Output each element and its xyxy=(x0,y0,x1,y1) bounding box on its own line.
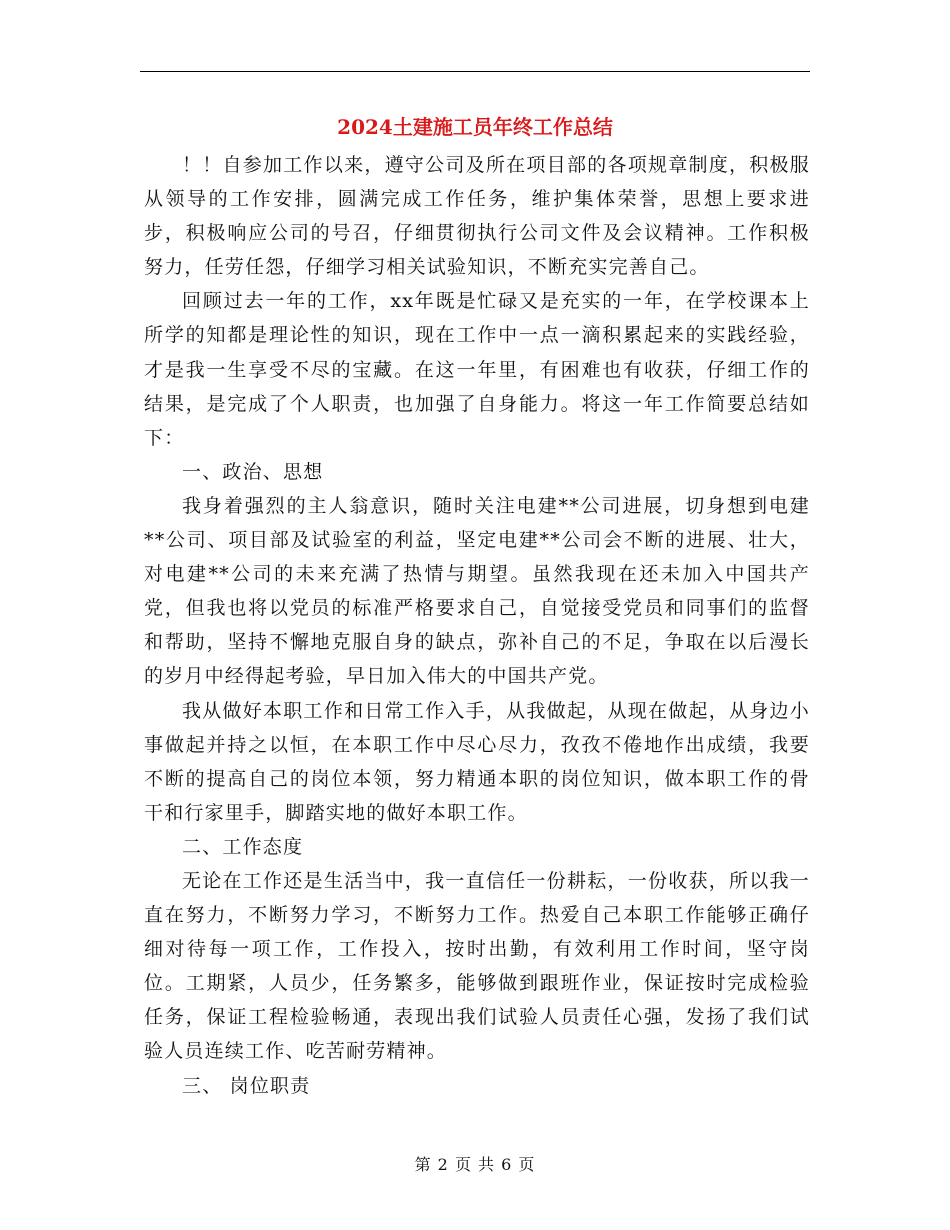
document-body xyxy=(144,148,810,1103)
body-paragraph: ！！自参加工作以来，遵守公司及所在项目部的各项规章制度，积极服从领导的工作安排，圆满完成工作任务，维护集体荣誉，思想上要求进步，积极响应公司的号召，仔细贯彻执行公司文件及会议精神。工作积极努力，任劳任怨，仔细学习相关试验知识，不断充实完善自己。 xyxy=(144,154,810,279)
section-heading: 一、政治、思想 xyxy=(182,460,324,483)
document-title: 2024土建施工员年终工作总结 xyxy=(337,115,613,139)
header-rule xyxy=(140,71,810,72)
section-heading: 二、工作态度 xyxy=(182,835,304,858)
section-heading: 三、 岗位职责 xyxy=(182,1074,311,1097)
body-paragraph: 回顾过去一年的工作，xx年既是忙碌又是充实的一年，在学校课本上所学的知都是理论性的知识，现在工作中一点一滴积累起来的实践经验，才是我一生享受不尽的宝藏。在这一年里，有困难也有收获，仔细工作的结果，是完成了个人职责，也加强了自身能力。将这一年工作简要总结如下： xyxy=(144,290,810,449)
body-paragraph: 无论在工作还是生活当中，我一直信任一份耕耘，一份收获，所以我一直在努力，不断努力学习，不断努力工作。热爱自己本职工作能够正确仔细对待每一项工作，工作投入，按时出勤，有效利用工作时间，坚守岗位。工期紧，人员少，任务繁多，能够做到跟班作业，保证按时完成检验任务，保证工程检验畅通，表现出我们试验人员责任心强，发扬了我们试验人员连续工作、吃苦耐劳精神。 xyxy=(144,869,810,1063)
body-paragraph: 我从做好本职工作和日常工作入手，从我做起，从现在做起，从身边小事做起并持之以恒，在本职工作中尽心尽力，孜孜不倦地作出成绩，我要不断的提高自己的岗位本领，努力精通本职的岗位知识，做本职工作的骨干和行家里手，脚踏实地的做好本职工作。 xyxy=(144,699,810,824)
body-paragraph: 我身着强烈的主人翁意识，随时关注电建**公司进展，切身想到电建**公司、项目部及试验室的利益，坚定电建**公司会不断的进展、壮大，对电建**公司的未来充满了热情与期望。虽然我现在还未加入中国共产党，但我也将以党员的标准严格要求自己，自觉接受党员和同事们的监督和帮助，坚持不懈地克服自身的缺点，弥补自己的不足，争取在以后漫长的岁月中经得起考验，早日加入伟大的中国共产党。 xyxy=(144,494,810,688)
page-footer: 第 2 页 共 6 页 xyxy=(414,1155,536,1174)
